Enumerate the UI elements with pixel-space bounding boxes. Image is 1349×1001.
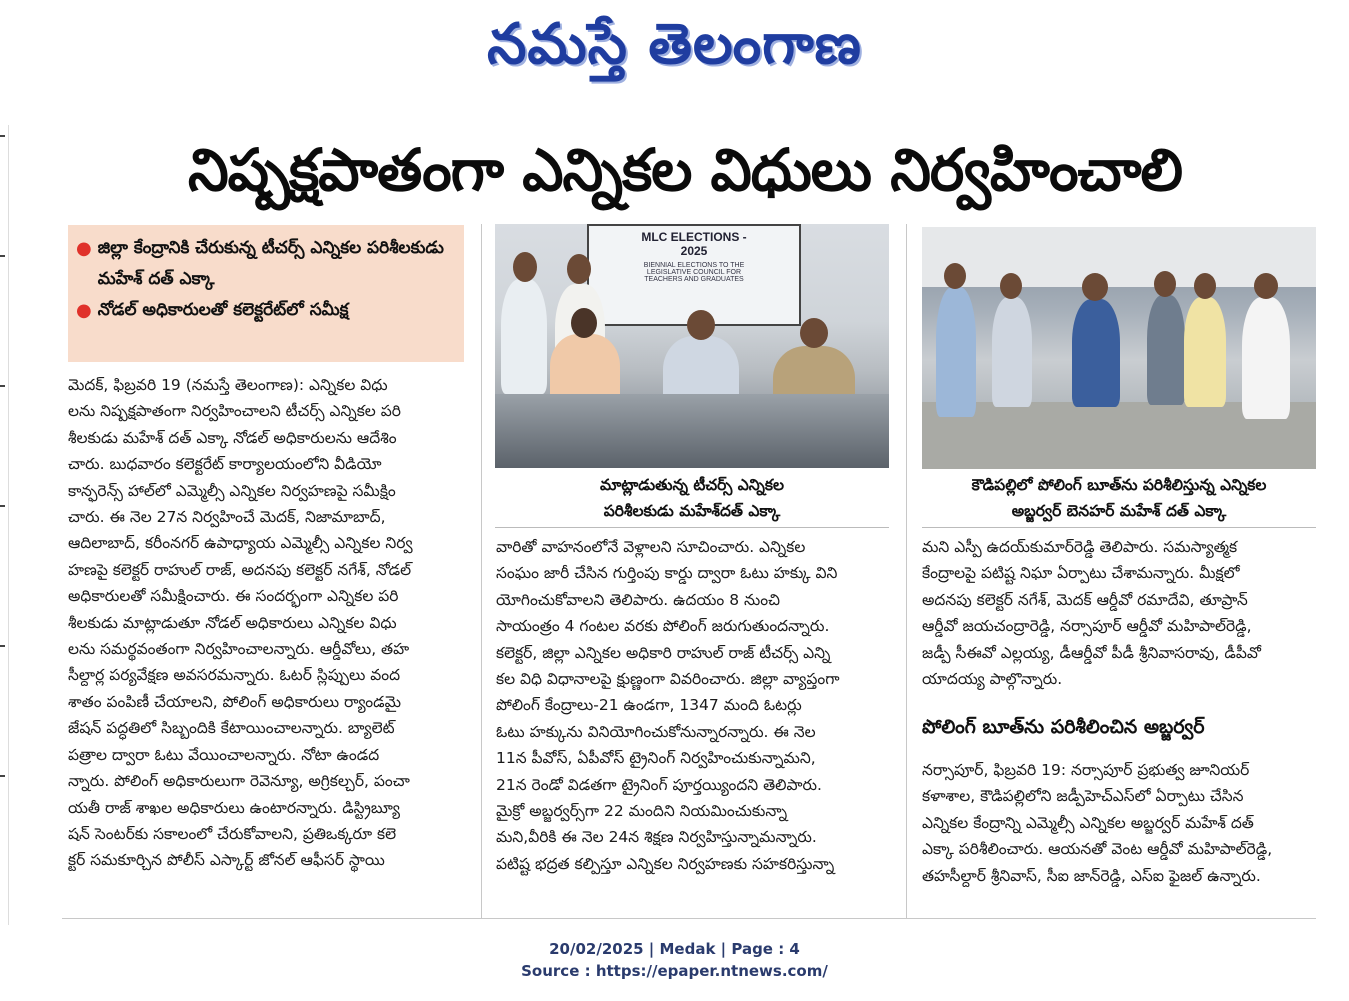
text-line: మైక్రో అబ్జర్వర్స్‌గా 22 మందిని నియమించుకున్నా	[496, 802, 788, 821]
caption-line: అబ్జర్వర్ బెనహర్ మహేశ్ దత్ ఎక్కా	[1011, 502, 1227, 520]
section-subheading: పోలింగ్ బూత్‌ను పరిశీలించిన అబ్జర్వర్	[922, 716, 1205, 738]
text-line: యాదయ్య పాల్గొన్నారు.	[922, 670, 1063, 689]
text-line: క్టర్ సమకూర్చిన పోలీస్ ఎస్కార్ట్ జోనల్ ఆఫీసర్ స్థాయి	[68, 851, 385, 870]
person-head	[1254, 273, 1278, 299]
screen-text: MLC ELECTIONS -	[641, 230, 747, 244]
text-line: అధికారులతో సమీక్షించారు. ఈ సందర్భంగా ఎన్నికల పరి	[68, 587, 399, 606]
text-line: ఓటు హక్కును వినియోగించుకోనున్నారన్నారు. ఈ నెల	[496, 722, 816, 741]
edge-mark	[0, 255, 5, 257]
edition-info: 20/02/2025 | Medak | Page : 4	[549, 940, 800, 958]
highlight-text: జిల్లా కేంద్రానికి చేరుకున్న టీచర్స్ ఎన్నికల పరిశీలకుడు మహేశ్ దత్ ఎక్కా	[97, 238, 444, 289]
edge-mark	[0, 135, 5, 137]
text-line: యతీ రాజ్ శాఖల అధికారులు ఉంటారన్నారు. డిస్ట్రిబ్యూ	[68, 798, 400, 817]
source-link[interactable]: Source : https://epaper.ntnews.com/	[521, 962, 828, 980]
text-line: సీల్దార్ల పర్యవేక్షణ అవసరమన్నారు. ఓటర్ స్లిప్పులు వంద	[68, 666, 401, 685]
text-line: శీలకుడు మాట్లాడుతూ నోడల్ అధికారులు ఎన్నికల విధు	[68, 613, 397, 632]
conference-table	[495, 394, 889, 468]
text-line: చారు. ఈ నెల 27న నిర్వహించే మెదక్, నిజామాబాద్,	[68, 508, 386, 527]
text-line: చారు. బుధవారం కలెక్టరేట్ కార్యాలయంలోని వీడియో	[68, 455, 382, 474]
screen-text: 2025	[680, 244, 708, 258]
person-head	[1000, 273, 1022, 299]
person-head	[1082, 273, 1108, 301]
article-headline: నిష్పక్షపాతంగా ఎన్నికల విధులు నిర్వహించాలి	[187, 136, 1183, 204]
person-head	[687, 310, 715, 340]
caption-line: కౌడిపల్లిలో పోలింగ్ బూత్‌ను పరిశీలిస్తున్న ఎన్నికల	[971, 476, 1267, 494]
text-line: కాన్ఫరెన్స్ హాల్‌లో ఎమ్మెల్సీ ఎన్నికల నిర్వహణపై సమీక్షిం	[68, 481, 396, 500]
text-line: 11న పీవోస్, ఏపీవోస్ ట్రైనింగ్ నిర్వహించుకున్నామని,	[496, 749, 816, 768]
person-figure	[1147, 295, 1185, 405]
text-line: ఆదిలాబాద్, కరీంనగర్ ఉపాధ్యాయ ఎమ్మెల్సీ ఎన్నికల నిర్వ	[68, 534, 413, 553]
edge-mark	[0, 775, 5, 777]
article-column-3	[922, 534, 1314, 692]
text-line: కల విధి విధానాలపై క్షుణ్ణంగా వివరించారు. జిల్లా వ్యాప్తంగా	[496, 670, 840, 689]
screen-text: LEGISLATIVE COUNCIL FOR	[646, 269, 742, 276]
text-line: మని,వీరికి ఈ నెల 24న శిక్షణ నిర్వహిస్తున్నామన్నారు.	[496, 828, 817, 847]
article-column-2	[496, 534, 890, 877]
article-column-1	[68, 372, 466, 874]
text-line: ఎక్కా పరిశీలించారు. ఆయనతో వెంట ఆర్డీవో మహిపాల్‌రెడ్డి,	[922, 840, 1273, 859]
screen-text: BIENNIAL ELECTIONS TO THE	[643, 262, 745, 269]
text-line: పోలింగ్ కేంద్రాలు-21 ఉండగా, 1347 మంది ఓటర్లు	[496, 696, 802, 715]
text-line: న్నారు. పోలింగ్ అధికారులుగా రెవెన్యూ, అగ్రికల్చర్, పంచా	[68, 772, 410, 791]
person-head	[944, 263, 966, 289]
text-line: షన్ సెంటర్‌కు సకాలంలో చేరుకోవాలని, ప్రతిఒక్కరూ కలె	[68, 824, 397, 843]
polling-booth-photo	[922, 227, 1316, 469]
meeting-photo	[495, 224, 889, 468]
person-head	[1154, 271, 1176, 297]
person-figure	[1184, 297, 1226, 407]
article-column-3-section	[922, 757, 1314, 889]
text-line: అదనపు కలెక్టర్ నగేశ్, మెదక్ ఆర్డీవో రమాదేవి, తూప్రాన్	[922, 590, 1248, 609]
column-divider	[481, 224, 482, 918]
text-line: ఎన్నికల కేంద్రాన్ని ఎమ్మెల్సీ ఎన్నికల అబ్జర్వర్ మహేశ్ దత్	[922, 813, 1254, 832]
bottom-rule	[62, 918, 1316, 919]
caption-line: మాట్లాడుతున్న టీచర్స్ ఎన్నికల	[599, 476, 785, 494]
person-figure	[1072, 299, 1120, 407]
person-head	[567, 254, 591, 284]
person-figure	[501, 279, 547, 394]
text-line: శాతం పంపిణీ చేయాలని, పోలింగ్ అధికారులు ర్యాండమై	[68, 692, 402, 711]
column-divider	[906, 224, 907, 918]
screen-text: TEACHERS AND GRADUATES	[644, 276, 744, 283]
person-head	[513, 252, 537, 282]
text-line: తహసీల్దార్ శ్రీనివాస్, సీఐ జాన్‌రెడ్డి, ఎస్ఐ ఫైజల్ ఉన్నారు.	[922, 866, 1261, 885]
text-line: వారితో వాహనంలోనే వెళ్లాలని సూచించారు. ఎన్నికల	[496, 538, 806, 556]
highlight-text: నోడల్ అధికారులతో కలెక్టరేట్‌లో సమీక్ష	[97, 300, 349, 320]
text-line: హణపై కలెక్టర్ రాహుల్ రాజ్, అదనపు కలెక్టర్ నగేశ్, నోడల్	[68, 560, 412, 579]
highlights-box	[68, 225, 464, 362]
photo-caption-2	[922, 470, 1316, 528]
text-line: కలెక్టర్, జిల్లా ఎన్నికల అధికారి రాహుల్ రాజ్ టీచర్స్ ఎన్ని	[496, 643, 831, 662]
text-line: లను సమర్థవంతంగా నిర్వహించాలన్నారు. ఆర్డీవోలు, తహ	[68, 640, 410, 659]
person-head	[1194, 273, 1216, 299]
edge-mark	[0, 645, 5, 647]
text-line: సంఘం జారీ చేసిన గుర్తింపు కార్డు ద్వారా ఓటు హక్కు విని	[496, 564, 838, 583]
text-line: కేంద్రాలపై పటిష్ట నిఘా ఏర్పాటు చేశామన్నారు. మీక్షలో	[922, 564, 1240, 583]
text-line: పత్రాల ద్వారా ఓటు వేయించాలన్నారు. నోటా ఉండద	[68, 745, 380, 764]
edge-mark	[0, 385, 5, 387]
bullet-dot-icon: ●	[76, 300, 92, 321]
masthead-logo: నమస్తే తెలంగాణ	[487, 11, 862, 77]
text-line: కళాశాల, కౌడిపల్లిలోని జడ్పీహెచ్‌ఎస్‌లో ఏర్పాటు చేసిన	[922, 787, 1244, 806]
person-figure	[1242, 297, 1290, 419]
text-line: మని ఎస్పీ ఉదయ్‌కుమార్‌రెడ్డి తెలిపారు. సమస్యాత్మక	[922, 538, 1238, 556]
edge-mark	[0, 505, 5, 507]
highlight-item	[76, 233, 458, 295]
text-line: యోగించుకోవాలని తెలిపారు. ఉదయం 8 నుంచి	[496, 590, 780, 609]
text-line: సాయంత్రం 4 గంటల వరకు పోలింగ్ జరుగుతుందన్నారు.	[496, 617, 830, 636]
text-line: ఆర్డీవో జయచంద్రారెడ్డి, నర్సాపూర్ ఆర్డీవో మహిపాల్‌రెడ్డి,	[922, 617, 1252, 636]
bullet-dot-icon: ●	[76, 238, 92, 259]
text-line: నర్సాపూర్, ఫిబ్రవరి 19: నర్సాపూర్ ప్రభుత్వ జూనియర్	[922, 761, 1250, 779]
photo-caption-1	[495, 470, 889, 528]
page-edge-strip	[0, 125, 9, 925]
text-line: 21న రెండో విడతగా ట్రైనింగ్ పూర్తయ్యిందని తెలిపారు.	[496, 775, 822, 794]
text-line: లను నిష్పక్షపాతంగా నిర్వహించాలని టీచర్స్ ఎన్నికల పరి	[68, 402, 401, 421]
text-line: జడ్పీ సీఈవో ఎల్లయ్య, డీఆర్డీవో పీడీ శ్రీనివాసరావు, డీపీవో	[922, 643, 1261, 662]
text-line: శీలకుడు మహేశ్ దత్ ఎక్కా నోడల్ అధికారులను ఆదేశిం	[68, 428, 397, 447]
highlight-item	[76, 295, 458, 326]
person-figure	[936, 287, 976, 417]
text-line: పటిష్ట భద్రత కల్పిస్తూ ఎన్నికల నిర్వహణకు సహకరిస్తున్నా	[496, 854, 835, 873]
person-figure	[992, 297, 1032, 407]
text-line: జేషన్ పద్ధతిలో సిబ్బందికి కేటాయించాలన్నారు. బ్యాలెట్	[68, 719, 395, 738]
person-head	[800, 318, 828, 348]
text-line: మెదక్, ఫిబ్రవరి 19 (నమస్తే తెలంగాణ): ఎన్నికల విధు	[68, 376, 388, 394]
caption-line: పరిశీలకుడు మహేశ్‌దత్ ఎక్కా	[603, 502, 781, 520]
person-head	[571, 308, 597, 338]
